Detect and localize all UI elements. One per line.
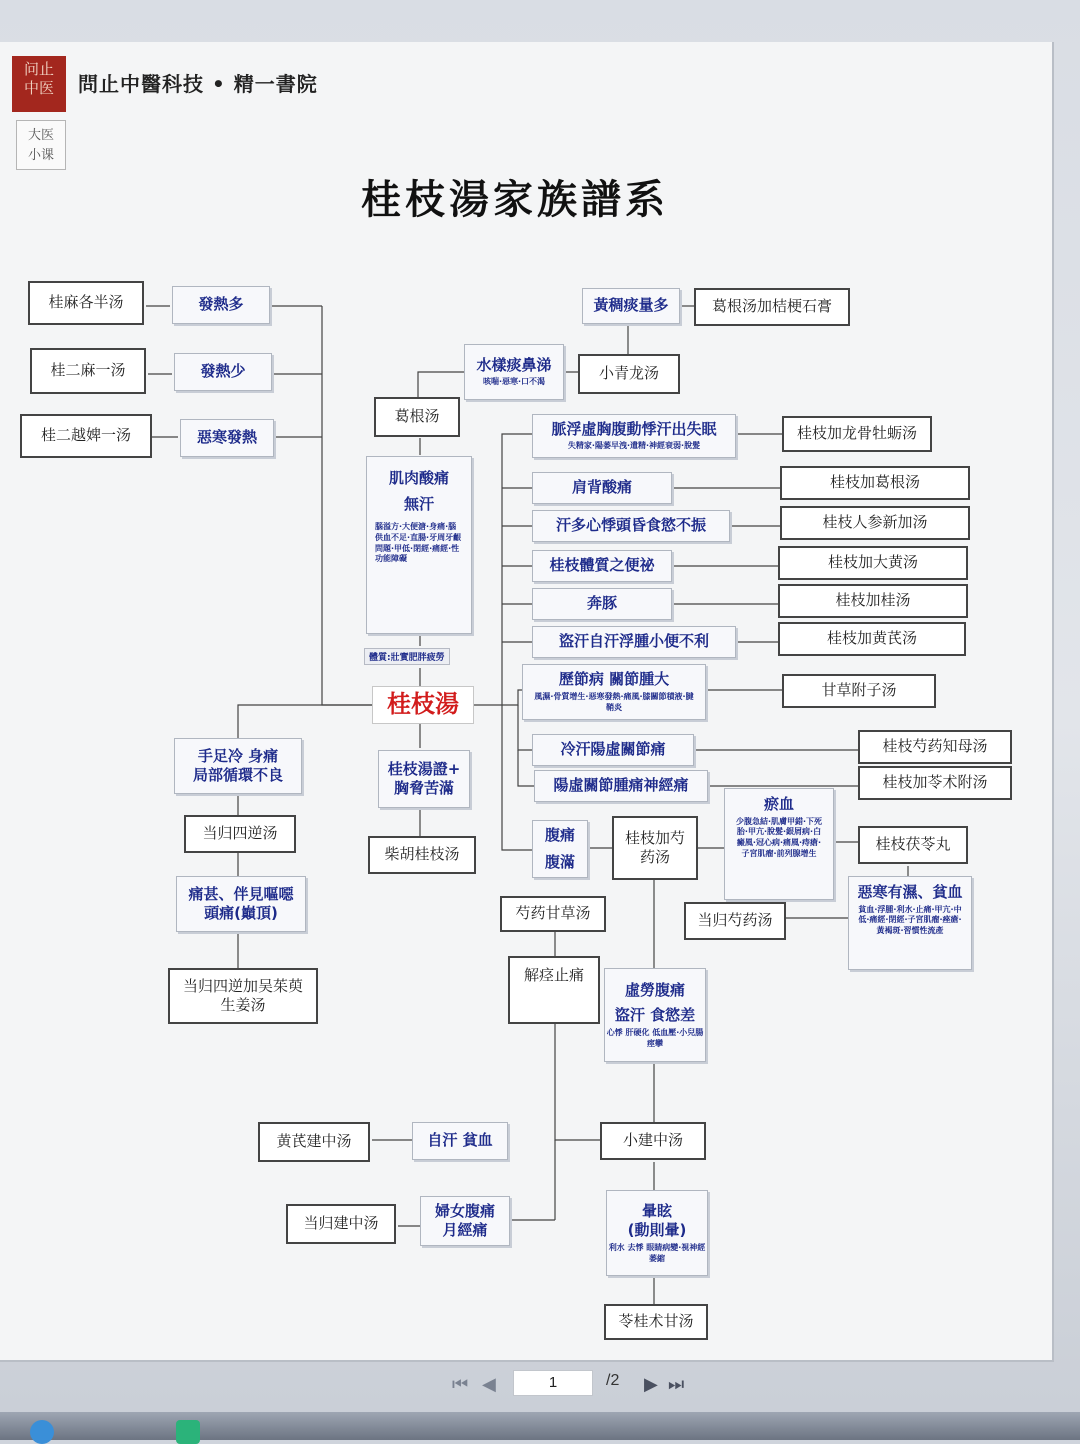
- symptom-deficiency-line2: 盜汗 食慾差: [614, 1006, 696, 1025]
- org-header: 問止中醫科技 • 精一書院: [78, 72, 318, 96]
- page-title: 桂枝湯家族譜系: [361, 176, 669, 223]
- formula-danggui-jianzhong: 当归建中汤: [286, 1204, 396, 1244]
- symptom-dizziness-detail: 利水 去悸 眼睛病變·視神經萎縮: [608, 1242, 706, 1263]
- formula-guizhi-huangqi: 桂枝加黄芪汤: [778, 622, 966, 656]
- formula-xiao-jianzhong: 小建中汤: [600, 1122, 706, 1160]
- symptom-cold-limbs: [174, 738, 302, 794]
- wenzhi-logo: 问止 中医: [12, 56, 66, 112]
- symptom-joint-swelling: [522, 664, 706, 720]
- symptom-palpitation-insomnia-detail: 失精家·陽萎早洩·遺精·神經衰弱·脫髮: [567, 441, 701, 451]
- symptom-sweating-palpitation: 汗多心悸頭昏食慾不振: [532, 510, 730, 542]
- last-page-icon[interactable]: ⏭: [668, 1374, 685, 1395]
- symptom-cold-sweat-joint: 冷汗陽虛關節痛: [532, 734, 694, 766]
- formula-ge-gen: 葛根汤: [374, 397, 460, 437]
- symptom-severe-pain-line1: 痛甚、伴見嘔噁: [188, 884, 294, 903]
- symptom-women-abdominal-pain: [420, 1196, 510, 1246]
- symptom-cold-damp-anemia-line1: 惡寒有濕、貧血: [857, 883, 963, 901]
- symptom-joint-swelling-detail: 風濕·骨質增生·惡寒發熱·痛風·膝關節積液·腱鞘炎: [534, 691, 694, 712]
- symptom-severe-pain: [176, 876, 306, 932]
- formula-guizhi-fuling: 桂枝茯苓丸: [858, 826, 968, 864]
- symptom-dizziness: [606, 1190, 708, 1276]
- effect-antispasmodic: 解痉止痛: [508, 956, 600, 1024]
- symptom-muscle-ache-line1: 肌肉酸痛: [388, 469, 449, 487]
- formula-chaihu-guizhi: 柴胡桂枝汤: [368, 836, 476, 874]
- symptom-yellow-phlegm: 黃稠痰量多: [582, 288, 680, 324]
- symptom-blood-stasis: [724, 788, 834, 900]
- symptom-dizziness-line2: (動則暈): [627, 1221, 687, 1240]
- constitution-tag: 體質:壯實肥胖疲勞: [364, 648, 450, 665]
- formula-danggui-sini-wuzhuyu: 当归四逆加吴茱萸生姜汤: [168, 968, 318, 1024]
- formula-xiao-qinglong: 小青龙汤: [578, 354, 680, 394]
- symptom-deficiency-detail: 心悸 肝硬化 低血壓·小兒腸痙攣: [606, 1027, 704, 1048]
- symptom-watery-phlegm-line1: 水樣痰鼻涕: [476, 355, 552, 374]
- symptom-cold-damp-anemia-detail: 貧血·浮腫·利水·止痛·甲亢·中低·痛經·閉經·子宮肌瘤·痤瘡·黃褐斑·習慣性流產: [858, 904, 962, 936]
- symptom-muscle-ache-detail: 腦溢方·大便溏·身痛·腦供血不足·直腸·牙周牙齦問題·甲低·閉經·痛經·性功能障礙: [375, 522, 462, 564]
- formula-ling-zhu-fu: 桂枝加苓术附汤: [858, 766, 1012, 800]
- symptom-deficiency-abdominal-pain: [604, 968, 706, 1062]
- symptom-joint-swelling-line1: 歷節病 關節腫大: [558, 670, 670, 689]
- symptom-watery-phlegm-detail: 咳喘·惡寒·口不渴: [482, 377, 546, 387]
- formula-gegen-jiegeng-shigao: 葛根汤加桔梗石膏: [694, 288, 850, 326]
- page-total: /2: [606, 1372, 620, 1389]
- symptom-blood-stasis-detail: 少腹急結·肌膚甲錯·下死胎·甲亢·脫髮·銀屑病·白癜風·冠心病·痛風·痔瘡·子宮肌瘤·前列腺增生: [735, 816, 823, 858]
- symptom-chills-fever: 惡寒發熱: [180, 419, 274, 457]
- next-page-icon[interactable]: ▶: [644, 1374, 658, 1395]
- symptom-abdominal-pain-line2: 腹滿: [544, 853, 575, 871]
- taskbar: [0, 1412, 1080, 1440]
- page-number-input[interactable]: 1: [513, 1370, 593, 1396]
- symptom-yang-deficiency-pain: 陽虛關節腫痛神經痛: [534, 770, 708, 802]
- symptom-benton: 奔豚: [532, 588, 672, 620]
- formula-gui-ma-ge-ban: 桂麻各半汤: [28, 281, 144, 325]
- formula-guizhi-dahuang: 桂枝加大黄汤: [778, 546, 968, 580]
- app-icon[interactable]: [30, 1420, 54, 1444]
- first-page-icon[interactable]: ⏮: [452, 1374, 469, 1395]
- formula-huangqi-jianzhong: 黄芪建中汤: [258, 1122, 370, 1162]
- formula-gui-er-yue-bi-yi: 桂二越婢一汤: [20, 414, 152, 458]
- dayi-xiaoke-logo: 大医 小课: [16, 120, 66, 170]
- formula-longgu-muli: 桂枝加龙骨牡蛎汤: [782, 416, 932, 452]
- symptom-abdominal-pain-line1: 腹痛: [544, 825, 575, 844]
- symptom-chest-fullness: [378, 750, 470, 808]
- symptom-night-sweat-edema: 盜汗自汗浮腫小便不利: [532, 626, 736, 658]
- formula-ling-gui-zhu-gan: 苓桂术甘汤: [604, 1304, 708, 1340]
- formula-shaoyao-zhimu: 桂枝芍药知母汤: [858, 730, 1012, 764]
- formula-shaoyao-gancao: 芍药甘草汤: [500, 896, 606, 932]
- formula-danggui-sini: 当归四逆汤: [184, 815, 296, 853]
- formula-guizhi-jiagui: 桂枝加桂汤: [778, 584, 968, 618]
- symptom-fever-less: 發熱少: [174, 353, 272, 391]
- symptom-muscle-ache: [366, 456, 472, 634]
- symptom-chest-fullness-line2: 胸脅苦滿: [393, 779, 454, 797]
- formula-renshen-xinjia: 桂枝人参新加汤: [780, 506, 970, 540]
- main-formula-guizhi-tang: 桂枝湯: [372, 686, 474, 724]
- formula-danggui-shaoyao: 当归芍药汤: [684, 902, 786, 940]
- symptom-shoulder-ache: 肩背酸痛: [532, 472, 672, 504]
- formula-gui-er-ma-yi: 桂二麻一汤: [30, 348, 146, 394]
- symptom-fever-more: 發熱多: [172, 286, 270, 324]
- symptom-deficiency-line1: 虛勞腹痛: [624, 980, 685, 999]
- symptom-cold-damp-anemia: [848, 876, 972, 970]
- symptom-chest-fullness-line1: 桂枝湯證+: [387, 759, 461, 778]
- symptom-cold-limbs-line2: 局部循環不良: [192, 766, 283, 784]
- symptom-dizziness-line1: 暈眩: [641, 1201, 672, 1220]
- formula-guizhi-shaoyao: 桂枝加芍药汤: [612, 816, 698, 880]
- symptom-blood-stasis-line1: 瘀血: [763, 795, 794, 813]
- symptom-palpitation-insomnia-line1: 脈浮虛胸腹動悸汗出失眠: [551, 419, 717, 438]
- symptom-women-line2: 月經痛: [442, 1221, 488, 1239]
- previous-page-icon[interactable]: ◀: [482, 1374, 496, 1395]
- symptom-palpitation-insomnia: [532, 414, 736, 458]
- symptom-women-line1: 婦女腹痛: [434, 1201, 495, 1220]
- symptom-spontaneous-sweat: 自汗 貧血: [412, 1122, 508, 1160]
- formula-guizhi-gegen: 桂枝加葛根汤: [780, 466, 970, 500]
- symptom-severe-pain-line2: 頭痛(巔頂): [204, 904, 278, 922]
- symptom-cold-limbs-line1: 手足冷 身痛: [197, 746, 279, 765]
- symptom-muscle-ache-line2: 無汗: [403, 494, 434, 513]
- symptom-watery-phlegm: [464, 344, 564, 400]
- formula-gancao-fuzi: 甘草附子汤: [782, 674, 936, 708]
- symptom-constipation: 桂枝體質之便祕: [532, 550, 672, 582]
- symptom-abdominal-pain: [532, 820, 588, 878]
- app-icon[interactable]: [176, 1420, 200, 1444]
